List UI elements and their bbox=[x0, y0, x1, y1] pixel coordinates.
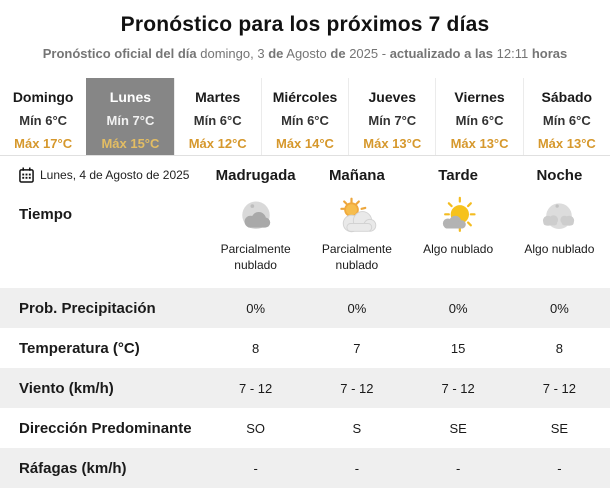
day-max-temp: Máx 13°C bbox=[537, 136, 596, 151]
day-min-temp: Mín 6°C bbox=[455, 113, 504, 128]
subtitle-segment: actualizado a las bbox=[389, 46, 494, 61]
cell-value: 0% bbox=[246, 300, 266, 316]
subtitle-segment: 2025 - bbox=[349, 46, 387, 61]
condition-noche bbox=[509, 194, 610, 288]
cell-value: 7 - 12 bbox=[542, 380, 576, 396]
day-min-temp: Mín 6°C bbox=[193, 113, 242, 128]
table-row-wind-direction bbox=[0, 408, 610, 448]
day-name: Miércoles bbox=[272, 89, 338, 105]
day-min-temp: Mín 7°C bbox=[106, 113, 155, 128]
cell-value: 7 - 12 bbox=[441, 380, 475, 396]
day-name: Domingo bbox=[12, 89, 74, 105]
day-max-temp: Máx 13°C bbox=[363, 136, 422, 151]
cell-value: 8 bbox=[252, 340, 260, 356]
cell-value: 7 bbox=[353, 340, 361, 356]
condition-madrugada bbox=[205, 194, 306, 288]
day-name: Lunes bbox=[109, 89, 152, 105]
period-header-manana: Mañana bbox=[328, 166, 385, 184]
subtitle-segment: de bbox=[268, 46, 284, 61]
day-tab-jueves[interactable] bbox=[348, 78, 435, 155]
cell-value: 15 bbox=[450, 340, 466, 356]
condition-label: Algo nublado bbox=[423, 242, 494, 256]
day-max-temp: Máx 15°C bbox=[101, 136, 160, 151]
cell-value: - bbox=[455, 460, 461, 476]
day-tab-domingo[interactable] bbox=[0, 78, 86, 155]
cell-value: - bbox=[354, 460, 360, 476]
day-tab-sabado[interactable] bbox=[523, 78, 610, 155]
cell-value: SE bbox=[550, 420, 569, 436]
forecast-subtitle bbox=[0, 46, 610, 61]
day-name: Jueves bbox=[368, 89, 416, 105]
cell-value: SE bbox=[449, 420, 467, 436]
day-tab-lunes-selected[interactable] bbox=[86, 78, 173, 155]
partly-cloudy-night-icon bbox=[234, 196, 278, 240]
table-row-temperature bbox=[0, 328, 610, 368]
cloudy-night-icon bbox=[537, 196, 581, 240]
condition-label: Parcialmente nublado bbox=[321, 242, 392, 273]
row-label: Dirección Predominante bbox=[19, 419, 192, 437]
selected-date bbox=[0, 167, 205, 183]
partly-cloudy-day-icon bbox=[335, 196, 379, 240]
day-max-temp: Máx 12°C bbox=[188, 136, 247, 151]
day-tab-viernes[interactable] bbox=[435, 78, 522, 155]
condition-label: Algo nublado bbox=[524, 242, 595, 256]
day-name: Viernes bbox=[454, 89, 505, 105]
row-label: Prob. Precipitación bbox=[19, 299, 156, 317]
cell-value: - bbox=[253, 460, 258, 476]
cell-value: 8 bbox=[555, 340, 563, 356]
period-header-madrugada: Madrugada bbox=[215, 166, 296, 184]
day-max-temp: Máx 13°C bbox=[450, 136, 509, 151]
subtitle-segment: Agosto bbox=[286, 46, 327, 61]
calendar-icon bbox=[19, 167, 34, 183]
cell-value: 7 - 12 bbox=[340, 380, 374, 396]
table-row-wind bbox=[0, 368, 610, 408]
day-max-temp: Máx 17°C bbox=[14, 136, 73, 151]
subtitle-segment: domingo, 3 bbox=[200, 46, 265, 61]
day-name: Martes bbox=[195, 89, 241, 105]
period-header-noche: Noche bbox=[536, 166, 583, 184]
cell-value: - bbox=[557, 460, 562, 476]
table-row-precipitation bbox=[0, 288, 610, 328]
day-detail-header bbox=[0, 156, 610, 194]
cell-value: 0% bbox=[549, 300, 569, 316]
row-label: Ráfagas (km/h) bbox=[19, 459, 127, 477]
cell-value: SO bbox=[246, 420, 266, 436]
table-row-gusts bbox=[0, 448, 610, 488]
day-tab-martes[interactable] bbox=[174, 78, 261, 155]
period-header-tarde: Tarde bbox=[438, 166, 478, 184]
condition-label: Parcialmente nublado bbox=[220, 242, 291, 273]
subtitle-segment: Pronóstico oficial del día bbox=[42, 46, 197, 61]
day-min-temp: Mín 6°C bbox=[19, 113, 68, 128]
day-min-temp: Mín 7°C bbox=[368, 113, 417, 128]
row-label: Temperatura (°C) bbox=[19, 339, 140, 357]
subtitle-segment: horas bbox=[531, 46, 568, 61]
subtitle-segment: 12:11 bbox=[496, 46, 529, 61]
cell-value: 0% bbox=[448, 300, 468, 316]
day-min-temp: Mín 6°C bbox=[281, 113, 329, 128]
day-tab-miercoles[interactable] bbox=[261, 78, 348, 155]
day-name: Sábado bbox=[541, 89, 593, 105]
condition-tarde bbox=[408, 194, 509, 288]
cell-value: 0% bbox=[347, 300, 367, 316]
condition-manana bbox=[306, 194, 407, 288]
week-day-selector bbox=[0, 78, 610, 156]
row-label: Viento (km/h) bbox=[19, 379, 114, 397]
weather-conditions-row bbox=[0, 194, 610, 288]
cell-value: 7 - 12 bbox=[239, 380, 273, 396]
selected-date-label: Lunes, 4 de Agosto de 2025 bbox=[40, 168, 190, 182]
page-title: Pronóstico para los próximos 7 días bbox=[120, 13, 490, 36]
subtitle-segment: de bbox=[330, 46, 346, 61]
cell-value: S bbox=[352, 420, 362, 436]
mostly-sunny-icon bbox=[436, 196, 480, 240]
row-label-tiempo: Tiempo bbox=[19, 206, 73, 223]
day-min-temp: Mín 6°C bbox=[542, 113, 591, 128]
day-max-temp: Máx 14°C bbox=[276, 136, 334, 151]
